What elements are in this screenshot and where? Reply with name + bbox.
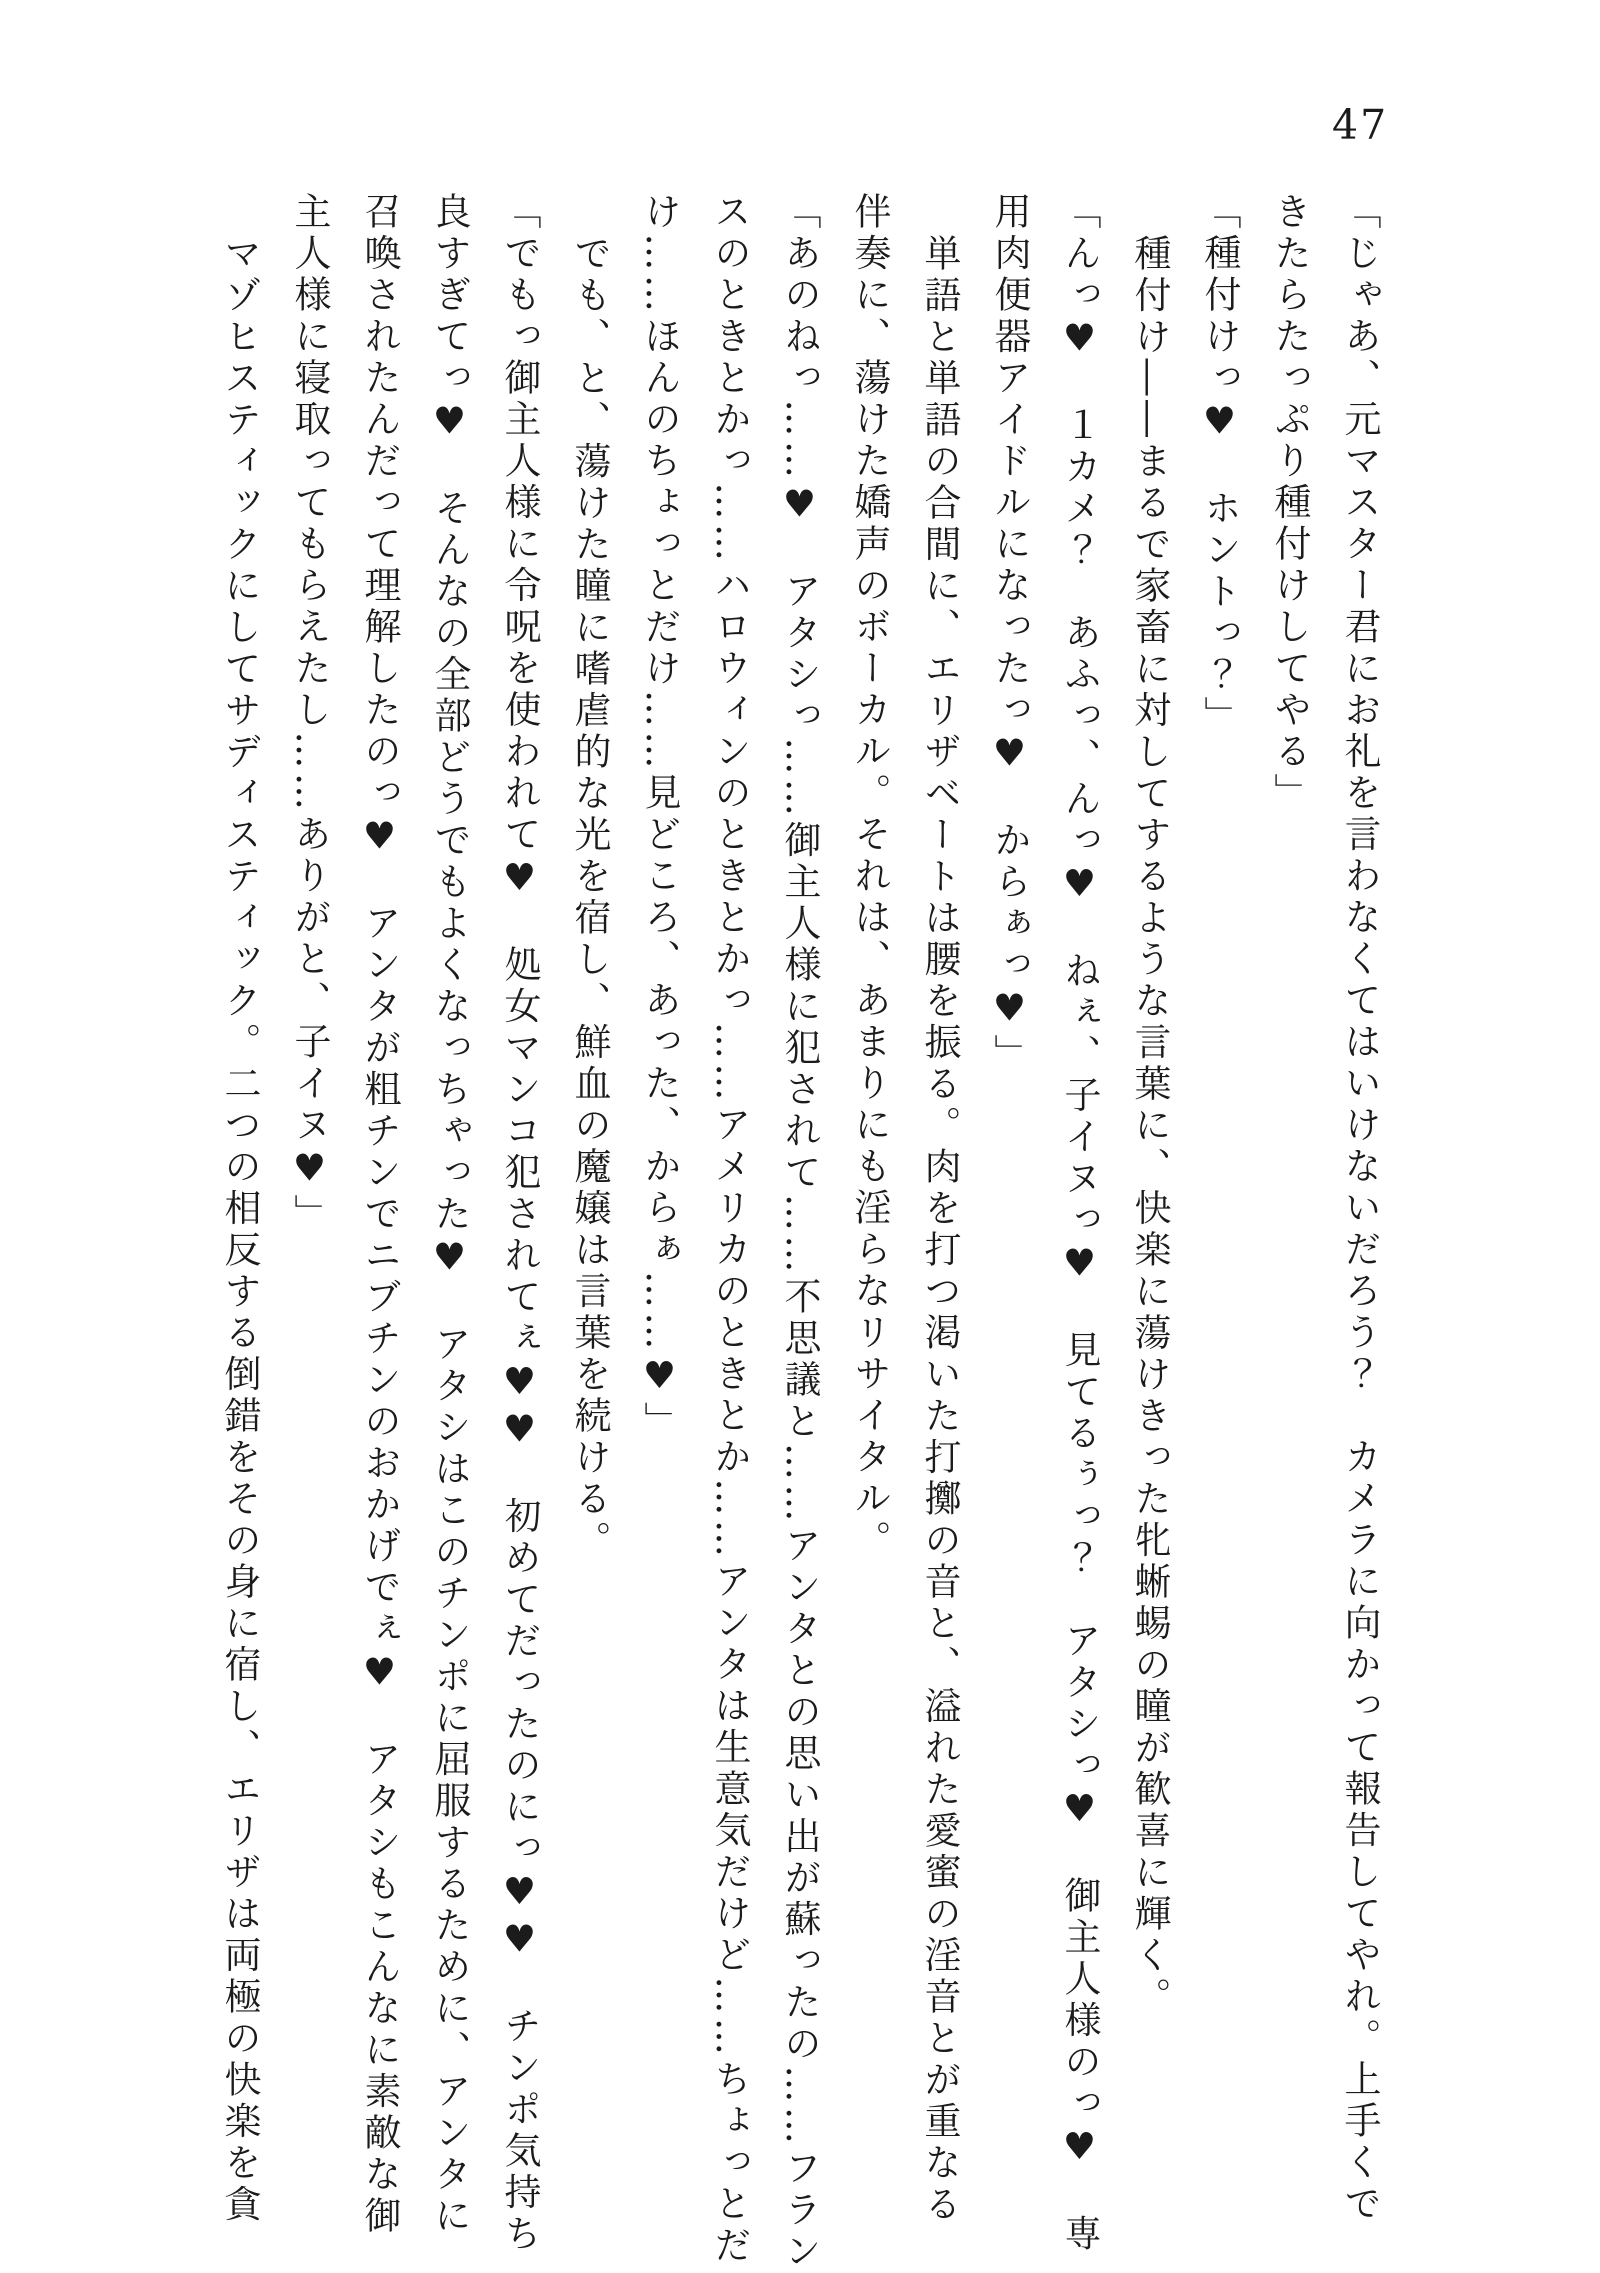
text-column: 召喚されたんだって理解したのっ♥ アンタが粗チンでニブチンのおかげでぇ♥ アタシもこんなに素敵な御 [358,192,401,2238]
text-column: でも、と、蕩けた瞳に嗜虐的な光を宿し、鮮血の魔嬢は言葉を続ける。 [568,233,611,1562]
text-column: 「でもっ御主人様に令呪を使われて♥ 処女マンコ犯されてぇ♥♥ 初めてだったのにっ♥♥ チンポ気持ち [498,192,541,2256]
text-column: 用肉便器アイドルになったっ♥ からぁっ♥」 [988,192,1031,1076]
text-column: 伴奏に、蕩けた嬌声のボーカル。それは、あまりにも淫らなリサイタル。 [848,192,891,1562]
text-column: け……ほんのちょっとだけ……見どころ、あった、からぁ……♥」 [638,192,681,1443]
text-column: 主人様に寝取ってもらえたし……ありがと、子イヌ♥」 [288,192,331,1236]
vertical-text-block [204,192,1394,2273]
text-column: スのときとかっ……ハロウィンのときとかっ……アメリカのときとか……アンタは生意気だけど……ちょっとだ [708,192,751,2267]
text-column: 「種付けっ♥ ホントっ？」 [1198,192,1241,738]
page-number: 47 [1332,101,1389,149]
text-column: 良すぎてっ♥ そんなの全部どうでもよくなっちゃった♥ アタシはこのチンポに屈服するために、アンタに [428,192,471,2238]
text-column: 「あのねっ……♥ アタシっ……御主人様に犯されて……不思議と……アンタとの思い出が蘇ったの……フラン [778,192,821,2273]
text-column: 「んっ♥ １カメ？ あふっ、んっ♥ ねぇ、子イヌっ♥ 見てるぅっ？ アタシっ♥ 御主人様のっ♥ 専 [1058,192,1101,2256]
text-column: 種付け――まるで家畜に対してするような言葉に、快楽に蕩けきった牝蜥蜴の瞳が歓喜に輝く。 [1128,233,1171,2018]
text-column: マゾヒスティックにしてサディスティック。二つの相反する倒錯をその身に宿し、エリザは両極の快楽を貪 [218,233,261,2226]
text-column: 単語と単語の合間に、エリザベートは腰を振る。肉を打つ渇いた打擲の音と、溢れた愛蜜の淫音とが重なる [918,233,961,2226]
text-column: 「じゃあ、元マスター君にお礼を言わなくてはいけないだろう？ カメラに向かって報告してやれ。上手くで [1338,192,1381,2226]
text-column: きたらたっぷり種付けしてやる」 [1268,192,1311,815]
